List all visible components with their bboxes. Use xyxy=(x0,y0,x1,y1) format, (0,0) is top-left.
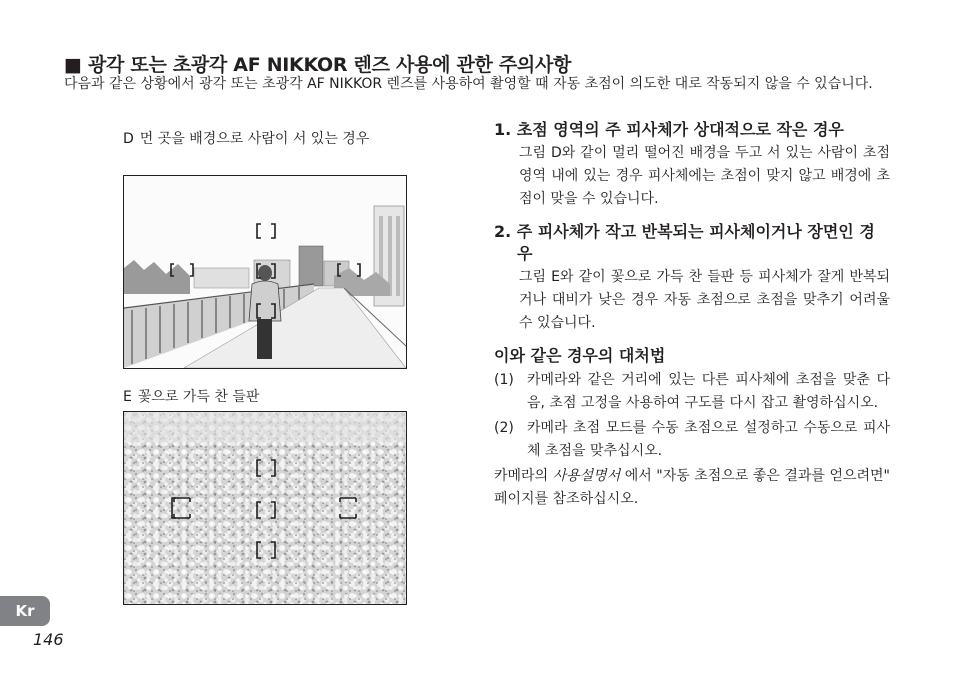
intro-paragraph: 다음과 같은 상황에서 광각 또는 초광각 AF NIKKOR 렌즈를 사용하여 촬영할 때 자동 초점이 의도한 대로 작동되지 않을 수 있습니다. xyxy=(64,76,873,92)
list-item-text: 카메라와 같은 거리에 있는 다른 피사체에 초점을 맞춘 다음, 초점 고정을 사용하여 구도를 다시 잡고 촬영하십시오. xyxy=(527,372,890,411)
page-title: ■ 광각 또는 초광각 AF NIKKOR 렌즈 사용에 관한 주의사항 xyxy=(64,54,572,76)
figure-e-caption xyxy=(123,386,403,408)
figure-d-caption-text: 먼 곳을 배경으로 사람이 서 있는 경우 xyxy=(139,131,370,147)
page-number: 146 xyxy=(33,630,64,649)
figure-d-caption xyxy=(123,128,403,150)
figure-e-caption-text: 꽃으로 가득 찬 들판 xyxy=(137,389,260,405)
list-item xyxy=(494,417,890,463)
list-item-number: (2) xyxy=(494,420,514,436)
figure-e-label: E xyxy=(123,389,132,405)
figure-d-label: D xyxy=(123,131,134,147)
section3-title: 이와 같은 경우의 대처법 xyxy=(494,346,666,365)
figure-e-photo xyxy=(123,411,407,605)
section2-title: 2. 주 피사체가 작고 반복되는 피사체이거나 장면인 경우 xyxy=(494,222,875,263)
list-item-text: 카메라 초점 모드를 수동 초점으로 설정하고 수동으로 피사체 초점을 맞추십시오. xyxy=(527,420,890,459)
section1-body: 그림 D와 같이 멀리 떨어진 배경을 두고 서 있는 사람이 초점 영역 내에 있는 경우 피사체에는 초점이 맞지 않고 배경에 초점이 맞을 수 있습니다. xyxy=(519,145,890,207)
figure-d-illustration xyxy=(124,176,406,368)
manual-title: 사용설명서 xyxy=(552,468,621,484)
language-tab: Kr xyxy=(0,596,50,626)
right-column xyxy=(494,119,890,511)
reference-note-suffix: 에서 "자동 초점으로 좋은 결과를 얻으려면" 페이지를 참조하십시오. xyxy=(494,468,890,507)
section1-title: 1. 초점 영역의 주 피사체가 상대적으로 작은 경우 xyxy=(494,120,844,139)
list-item xyxy=(494,369,890,415)
list-item-number: (1) xyxy=(494,372,514,388)
figure-d-photo xyxy=(123,175,407,369)
figure-e-illustration xyxy=(124,412,406,604)
reference-note xyxy=(494,465,890,511)
section2-body: 그림 E와 같이 꽃으로 가득 찬 들판 등 피사체가 잘게 반복되거나 대비가 낮은 경우 자동 초점으로 초점을 맞추기 어려울 수 있습니다. xyxy=(519,269,890,331)
reference-note-prefix: 카메라의 xyxy=(494,468,553,484)
